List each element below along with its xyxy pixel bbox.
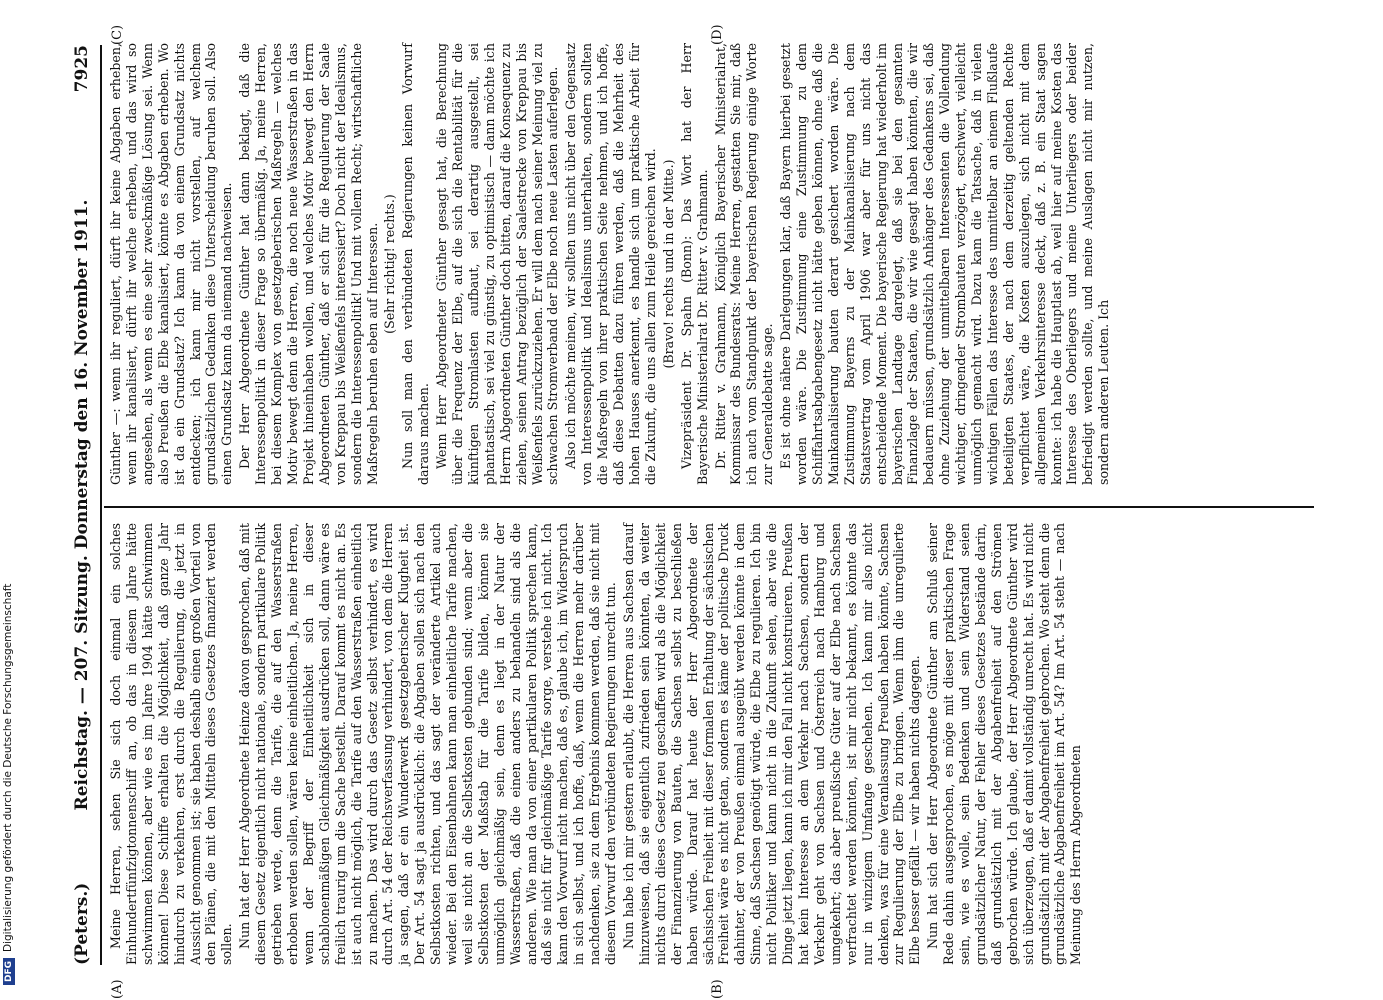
paragraph: Nun soll man den verbündeten Regierungen keinen Vorwurf daraus machen. <box>400 43 432 485</box>
header-speaker: (Peters.) <box>72 882 92 965</box>
paragraph: Nun hat sich der Herr Abgeordnete Günther am Schluß seiner Rede dahin ausgesprochen, es möge mit dieser praktischen Frage sein, wie es wolle, sein Bedenken und sein Widerstand seien grundsätzlicher Natur, der Fehler dieses Gesetzes bestände darin, daß grundsätzlich mit der Abgabenfreiheit auf den Strömen gebrochen würde. Ich glaube, der Herr Abgeordnete Günther wird sich überzeugen, daß er damit vollständig unrecht hat. Es wird nicht grundsätzlich mit der Abgabenfreiheit gebrochen. Wo steht denn die grundsätzliche Abgabenfreiheit im Art. 54? Im Art. 54 steht — nach Meinung des Herrn Abgeordneten <box>925 523 1084 965</box>
paragraph: Dr. Ritter v. Grahmann, Königlich Bayerischer Ministerialrat, Kommissar des Bundesrats: Meine Herren, gestatten Sie mir, daß ich auch vom Standpunkt der bayerischen Regierung einige Worte zur Generaldebatte sage. <box>712 43 776 485</box>
header-title: Reichstag. — 207. Sitzung. Donnerstag den 16. November 1911. <box>72 199 92 811</box>
page-header <box>70 45 96 965</box>
header-rule <box>100 45 102 965</box>
paragraph: Günther —: wenn ihr reguliert, dürft ihr keine Abgaben erheben, wenn ihr kanalisiert, dürft ihr welche erheben, und das wird so angesehen, als wenn es eine sehr zweckmäßige Lösung sei. Wenn also Preußen die Elbe kanalisiert, könnte es Abgaben erheben. Wo ist da ein Grundsatz? Ich kann da von einem Grundsatz nichts entdecken; ich kann mir nicht vorstellen, auf welchem grundsätzlichen Gedanken diese Unterscheidung beruhen soll. Also einen Grundsatz kann da niemand nachweisen. <box>108 43 235 485</box>
margin-marker-a: (A) <box>110 979 125 999</box>
margin-marker-c: (C) <box>110 24 125 45</box>
digitization-footer <box>2 584 15 985</box>
paragraph: Nun habe ich mir gestern erlaubt, die Herren aus Sachsen darauf hinzuweisen, daß sie eigentlich zufrieden sein könnten, da weiter nichts durch dieses Gesetz neu geschaffen wird als die Möglichkeit der Finanzierung von Bauten, die Sachsen selbst zu beschließen haben würde. Darauf hat heute der Herr Abgeordnete der sächsischen Freiheit mit dieser formalen Erhaltung der sächsischen Freiheit wäre es nicht getan, sondern es käme der politische Druck dahinter, der von Preußen einmal ausgeübt werden könnte in dem Sinne, daß Sachsen genötigt würde, die Elbe zu regulieren. Ich bin nicht Politiker und kann nicht in die Zukunft sehen, aber wie die Dinge jetzt liegen, kann ich mir den Fall nicht konstruieren. Preußen hat kein Interesse an dem Verkehr nach Sachsen, sondern der Verkehr geht von Sachsen und Österreich nach Hamburg und umgekehrt; das aber preußische Güter auf der Elbe nach Sachsen verfrachtet werden könnten, ist mir nicht bekannt, es könnte das nur in winzigem Umfange geschehen. Ich kann mir also nicht denken, was für eine Veranlassung Preußen haben könnte, Sachsen zur Regulierung der Elbe zu bringen. Wenn ihm die unregulierte Elbe besser gefällt — wir haben nichts dagegen. <box>621 523 923 965</box>
right-column <box>108 43 1112 485</box>
paragraph: Vizepräsident Dr. Spahn (Bonn): Das Wort hat der Herr Bayerische Ministerialrat Dr. Ritter v. Grahmann. <box>678 43 710 485</box>
rotated-page-content <box>70 24 1320 999</box>
paragraph: Wenn Herr Abgeordneter Günther gesagt hat, die Berechnung über die Frequenz der Elbe, auf die sich die Rentabilität für die künftigen Stromlasten aufbaut, sei derartig ausgestellt, sei phantastisch, sei viel zu günstig, zu optimistisch — dann möchte ich Herrn Abgeordneten Günther doch bitten, darauf die Konsequenz zu ziehen, seinen Antrag bezüglich der Saalestrecke von Kreppau bis Weißenfels zurückzuziehen. Er will dem nach seiner Meinung viel zu schwachen Stromverband der Elbe noch neue Lasten auferlegen. <box>434 43 561 485</box>
paragraph: Meine Herren, sehen Sie sich doch einmal ein solches Einhundertfünfzigtonnenschiff an, ob das in diesem Jahre hätte schwimmen können, aber wie es im Jahre 1904 hätte schwimmen können! Diese Schiffe erhalten die Möglichkeit, daß ganze Jahr hindurch zu verkehren, erst durch die Regulierung, die jetzt in Aussicht genommen ist; sie haben deshalb einen großen Vorteil von den Plänen, die mit den Mitteln dieses Gesetzes finanziert werden sollen. <box>108 523 235 965</box>
paragraph: Es ist ohne nähere Darlegungen klar, daß Bayern hierbei gesetzt worden wäre. Die Zustimmung eine Zustimmung zu dem Schiffahrtsabgabengesetz nicht hätte geben können, ohne daß die Mainkanalisierung bauten derart gesichert worden wäre. Die Zustimmung Bayerns zu der Mainkanalisierung nach dem Staatsvertrag vom April 1906 war aber für uns nicht das entscheidende Moment. Die bayerische Regierung hat wiederholt im bayerischen Landtage dargelegt, daß sie bei den gesamten Finanzlage der Staaten, die wir wie gesagt haben könnten, die wir bedauern müssen, grundsätzlich Anhänger des Gedankens sei, daß ohne Zuziehung der unmittelbaren Interessenten die Vollendung wichtiger, dringender Strombauten verzögert, erschwert, vielleicht unmöglich gemacht wird. Dazu kam die Tatsache, daß in vielen wichtigen Fällen das Interesse des unmittelbar an einem Flußlaufe beteiligten Staates, der nach dem derzeitig geltenden Rechte verpflichtet wäre, die Kosten auszulegen, sich nicht mit dem allgemeinen Verkehrsinteresse deckt, daß z. B. ein Staat sagen konnte: ich habe die Hauptlast ab, weil hier auf meine Kosten das Interesse des Oberliegers und meine Unterliegers oder beider befriedigt werden sollte, und meine Auslagen nicht mir nutzen, sondern anderen Leuten. Ich <box>778 43 1112 485</box>
column-separator <box>104 506 1314 508</box>
left-column <box>108 523 1084 965</box>
paragraph: Also ich möchte meinen, wir sollten uns nicht über den Gegensatz von Interessenpolitik und Idealismus unterhalten, sondern sollten die Maßregeln von ihrer praktischen Seite nehmen, und ich hoffe, daß diese Debatten dazu führen werden, daß die Mehrheit des hohen Hauses anerkennt, es handle sich um praktische Arbeit für die Zukunft, die uns allen zum Heile gereichen wird. <box>563 43 658 485</box>
margin-marker-d: (D) <box>710 24 725 45</box>
margin-marker-b: (B) <box>710 979 725 999</box>
header-page-number: 7925 <box>72 45 92 93</box>
interjection: (Bravo! rechts und in der Mitte.) <box>660 159 676 369</box>
dfg-logo: DFG <box>3 958 15 985</box>
interjection: (Sehr richtig! rechts.) <box>382 194 398 334</box>
paragraph: Nun hat der Herr Abgeordnete Heinze davon gesprochen, daß mit diesem Gesetz eigentlich nicht nationale, sondern partikulare Politik getrieben werde, denn die Tarife, die auf den Wasserstraßen erhoben werden sollen, wären keine einheitlichen. Ja, meine Herren, wenn der Begriff der Einheitlichkeit sich in dieser schablonenmäßigen Gleichmäßigkeit ausdrücken soll, dann wäre es freilich traurig um die Sache bestellt. Darauf kommt es nicht an. Es ist auch nicht möglich, die Tarife auf den Wasserstraßen einheitlich zu machen. Das wird durch das Gesetz selbst verhindert, es wird durch Art. 54 der Reichsverfassung verhindert, von dem die Herren ja sagen, daß er ein Wunderwerk gesetzgeberischer Klugheit ist. Der Art. 54 sagt ja ausdrücklich: die Abgaben sollen sich nach den Selbstkosten richten, und das sagt der veränderte Artikel auch wieder. Bei den Eisenbahnen kann man einheitliche Tarife machen, weil sie nicht an die Selbstkosten gebunden sind; wenn aber die Selbstkosten der Maßstab für die Tarife bilden, können sie unmöglich gleichmäßig sein, denn es liegt in der Natur der Wasserstraßen, daß die einen anders zu behandeln sind als die anderen. Wie man da von einer partikularen Politik sprechen kann, daß sie nicht für gleichmäßige Tarife sorge, verstehe ich nicht. Ich kann den Vorwurf nicht machen, daß es, glaube ich, im Widerspruch in sich selbst, und ich hoffe, daß, wenn die Herren mehr darüber nachdenken, sie zu dem Ergebnis kommen werden, daß sie nicht mit diesem Vorwurf den verbündeten Regierungen unrecht tun. <box>237 523 619 965</box>
paragraph: Der Herr Abgeordnete Günther hat dann beklagt, daß die Interessenpolitik in dieser Frage so übermäßig. Ja, meine Herren, bei diesem Komplex von gesetzgeberischen Maßregeln — welches Motiv bewegt denn die Herren, die noch neue Wasserstraßen in das Projekt hineinhaben wollen, und welches Motiv bewegt den Herrn Abgeordneten Günther, daß er sich für die Regulierung der Saale von Kreppau bis Weißenfels interessiert? Doch nicht der Idealismus, sondern die Interessenpolitik! Und mit vollem Recht; wirtschaftliche Maßregeln beruhen eben auf Interessen. <box>237 43 380 485</box>
footer-text: Digitalisierung gefördert durch die Deutsche Forschungsgemeinschaft <box>2 583 14 952</box>
